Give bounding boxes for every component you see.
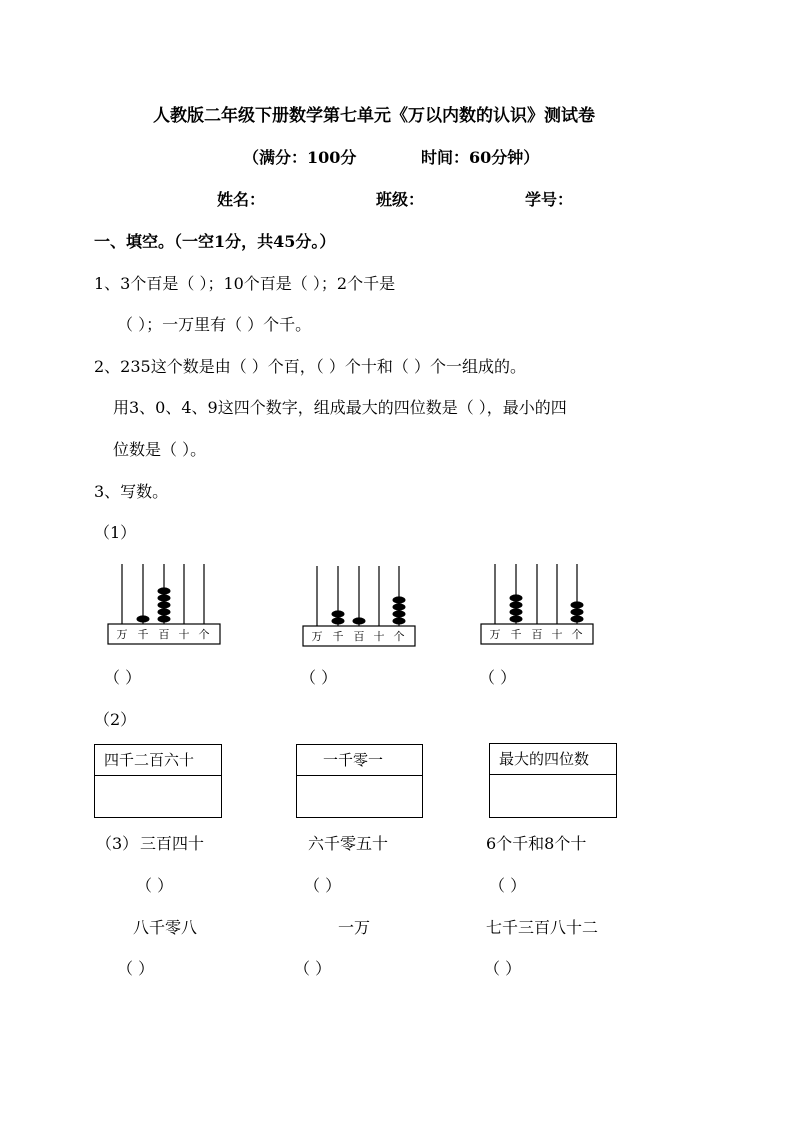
number-box-3 (489, 743, 617, 818)
abacus-bead (393, 610, 406, 617)
abacus-place-label: 百 (531, 628, 543, 641)
abacus-bead (571, 615, 584, 622)
abacus-place-label: 十 (373, 630, 385, 643)
number-words: 一万 (338, 918, 371, 937)
abacus-bead (137, 615, 150, 622)
class-label: 班级： (376, 190, 425, 209)
answer-blank[interactable]: （ ） (489, 876, 527, 895)
full-score: （满分：100分 (243, 148, 357, 167)
abacus-bead (353, 617, 366, 624)
time-limit: 时间：60分钟） (421, 148, 540, 167)
number-box-answer-area[interactable] (95, 776, 221, 816)
abacus-bead (332, 610, 345, 617)
abacus-place-label: 个 (393, 630, 405, 643)
number-box-1 (94, 744, 222, 818)
abacus-bead (571, 601, 584, 608)
part-2-label: （2） (94, 710, 137, 729)
abacus-place-label: 十 (178, 628, 190, 641)
abacus-place-label: 千 (332, 630, 344, 643)
question-2-line-2: 用3、0、4、9这四个数字，组成最大的四位数是（ ），最小的四 (113, 398, 567, 417)
abacus-place-label: 千 (510, 628, 522, 641)
part-3-label: （3） (96, 834, 139, 853)
abacus-3 (479, 560, 599, 650)
student-number-label: 学号： (525, 190, 574, 209)
abacus-bead (158, 615, 171, 622)
answer-blank[interactable]: （ ） (104, 668, 142, 687)
abacus-bead (510, 608, 523, 615)
abacus-1 (106, 560, 226, 650)
abacus-place-label: 百 (158, 628, 170, 641)
abacus-bead (571, 608, 584, 615)
abacus-place-label: 个 (198, 628, 210, 641)
number-box-label: 最大的四位数 (490, 744, 616, 775)
number-words: 六千零五十 (308, 834, 389, 853)
answer-blank[interactable]: （ ） (484, 959, 522, 978)
number-words: 三百四十 (140, 834, 205, 853)
answer-blank[interactable]: （ ） (117, 959, 155, 978)
abacus-place-label: 十 (551, 628, 563, 641)
section-heading: 一、填空。（一空1分，共45分。） (94, 232, 336, 251)
question-1-line-1: 1、3个百是（ ）；10个百是（ ）；2个千是 (94, 274, 396, 293)
abacus-bead (332, 617, 345, 624)
abacus-2 (301, 562, 421, 652)
abacus-place-label: 万 (489, 628, 501, 641)
abacus-place-label: 万 (311, 630, 323, 643)
page-title: 人教版二年级下册数学第七单元《万以内数的认识》测试卷 (153, 106, 595, 126)
abacus-bead (158, 594, 171, 601)
abacus-place-label: 千 (137, 628, 149, 641)
number-box-label: 一千零一 (297, 745, 422, 776)
question-2-line-3: 位数是（ ）。 (113, 440, 207, 459)
number-box-answer-area[interactable] (297, 776, 422, 816)
abacus-place-label: 个 (571, 628, 583, 641)
abacus-place-label: 万 (116, 628, 128, 641)
answer-blank[interactable]: （ ） (479, 668, 517, 687)
name-label: 姓名： (217, 190, 266, 209)
abacus-bead (158, 608, 171, 615)
answer-blank[interactable]: （ ） (294, 959, 332, 978)
abacus-bead (158, 587, 171, 594)
number-box-label: 四千二百六十 (95, 745, 221, 776)
answer-blank[interactable]: （ ） (136, 876, 174, 895)
abacus-place-label: 百 (353, 630, 365, 643)
abacus-bead (510, 594, 523, 601)
abacus-bead (393, 603, 406, 610)
abacus-bead (510, 601, 523, 608)
number-box-answer-area[interactable] (490, 775, 616, 816)
answer-blank[interactable]: （ ） (300, 668, 338, 687)
abacus-bead (393, 596, 406, 603)
abacus-bead (393, 617, 406, 624)
abacus-bead (510, 615, 523, 622)
number-words: 6个千和8个十 (486, 834, 587, 853)
part-1-label: （1） (94, 523, 137, 542)
answer-blank[interactable]: （ ） (304, 876, 342, 895)
question-3-heading: 3、写数。 (94, 482, 169, 501)
number-box-2 (296, 744, 423, 818)
question-1-line-2: （ ）；一万里有（ ）个千。 (117, 315, 312, 334)
number-words: 七千三百八十二 (486, 918, 599, 937)
question-2-line-1: 2、235这个数是由（ ）个百，（ ）个十和（ ）个一组成的。 (94, 357, 526, 376)
abacus-bead (158, 601, 171, 608)
number-words: 八千零八 (133, 918, 198, 937)
